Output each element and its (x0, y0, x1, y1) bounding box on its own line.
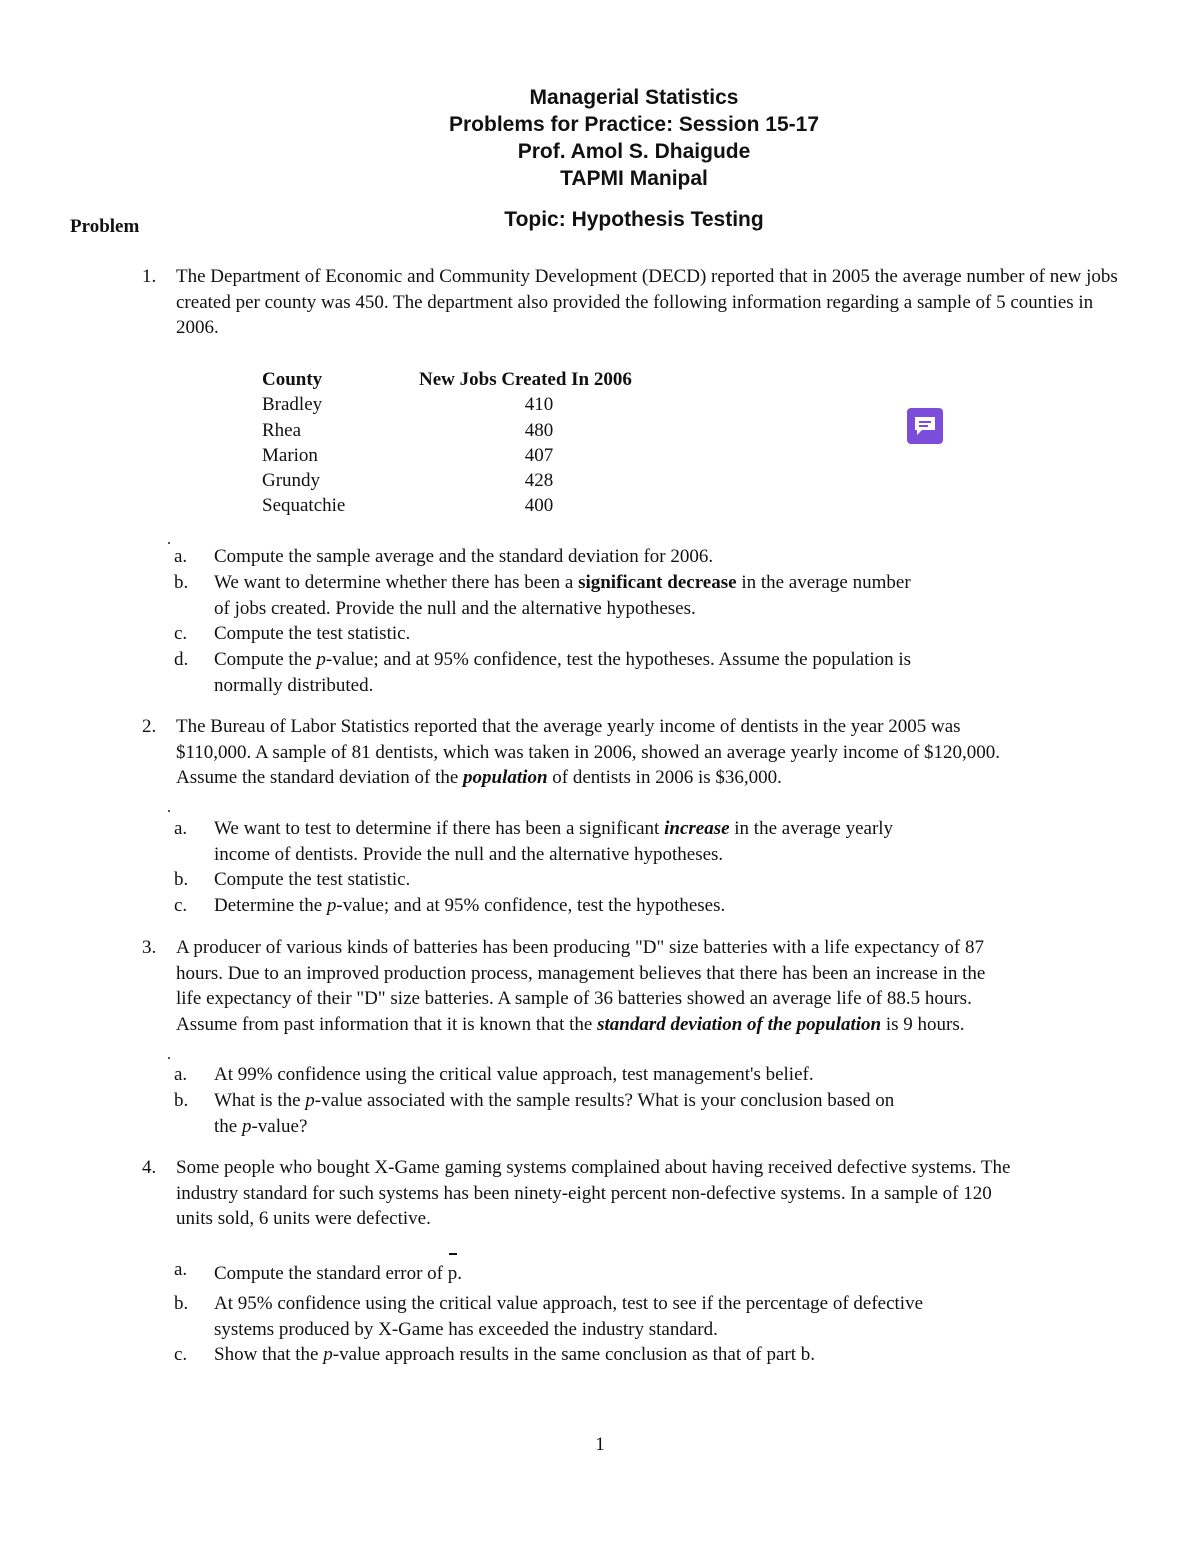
part-text: Show that the (214, 1344, 324, 1365)
comment-icon[interactable] (907, 408, 943, 444)
p-symbol: p (326, 895, 337, 916)
part-text: At 99% confidence using the critical value approach, test management's belief. (214, 1064, 814, 1085)
jobs-cell: 407 (524, 444, 554, 466)
question-line: units sold, 6 units were defective. (176, 1208, 431, 1229)
p-bar-symbol: p (448, 1261, 458, 1287)
question-4 (142, 1155, 1136, 1232)
question-line (176, 1012, 1136, 1038)
question-4-part-b (174, 1291, 1034, 1342)
part-text: Compute the sample average and the standard deviation for 2006. (214, 546, 714, 567)
part-text: Compute the standard error of (214, 1263, 448, 1284)
part-text: in the average yearly (729, 818, 894, 839)
part-text: Compute the test statistic. (214, 623, 411, 644)
question-3-part-a (174, 1062, 1034, 1088)
part-letter: a. (174, 546, 188, 567)
topic-heading: Topic: Hypothesis Testing (504, 208, 764, 231)
question-number: 3. (142, 937, 157, 958)
question-2-part-c (174, 893, 1034, 919)
document-header (0, 84, 1200, 192)
part-text: systems produced by X-Game has exceeded the industry standard. (214, 1318, 718, 1340)
question-1-part-b (174, 570, 1034, 621)
part-text: We want to test to determine if there has been a significant (214, 818, 665, 839)
county-cell: Bradley (262, 394, 323, 416)
question-1-part-c (174, 621, 1034, 647)
part-text: income of dentists. Provide the null and the alternative hypotheses. (214, 843, 724, 865)
question-4-part-c (174, 1342, 1034, 1368)
question-2 (142, 714, 1136, 791)
part-text: Compute the test statistic. (214, 869, 411, 890)
question-text: Assume the standard deviation of the (176, 767, 464, 788)
question-line: Some people who bought X-Game gaming systems complained about having received defective systems. The (176, 1157, 1011, 1178)
part-text: normally distributed. (214, 674, 374, 696)
county-cell: Sequatchie (262, 495, 346, 517)
part-letter: a. (174, 1259, 188, 1280)
p-symbol: p (305, 1090, 315, 1111)
question-text: of dentists in 2006 is $36,000. (547, 767, 782, 788)
part-text: -value approach results in the same conclusion as that of part b. (332, 1344, 815, 1365)
question-text: is 9 hours. (881, 1013, 965, 1035)
part-letter: a. (174, 818, 188, 839)
bullet-dot (168, 1057, 170, 1059)
p-symbol: p (323, 1344, 333, 1365)
comment-glyph (914, 416, 936, 436)
part-letter: b. (174, 572, 189, 593)
part-text: We want to determine whether there has been a (214, 572, 579, 593)
question-1 (142, 264, 1136, 341)
county-cell: Grundy (262, 470, 321, 492)
question-3-part-b (174, 1088, 1034, 1139)
jobs-cell: 400 (524, 495, 554, 517)
part-text: the (214, 1115, 242, 1137)
part-letter: b. (174, 869, 189, 890)
session-title: Problems for Practice: Session 15-17 (449, 113, 819, 136)
part-letter: a. (174, 1064, 188, 1085)
bullet-dot (168, 810, 170, 812)
emphasis-text: standard deviation of the population (597, 1013, 882, 1035)
question-1-part-d (174, 647, 1034, 698)
question-text: The Department of Economic and Community Development (DECD) reported that in 2005 the average number of new jobs created per county was 450. The department also provided the following information regarding a sample of 5 counties in 2006. (176, 266, 1118, 338)
question-2-part-a (174, 816, 1034, 867)
problem-label: Problem (70, 216, 140, 237)
question-line: life expectancy of their "D" size batteries. A sample of 36 batteries showed an average life of 88.5 hours. (176, 988, 972, 1009)
part-letter: d. (174, 649, 189, 670)
question-1-part-a (174, 544, 1034, 570)
question-number: 4. (142, 1157, 157, 1178)
question-4-part-a (174, 1259, 1034, 1287)
county-cell: Rhea (262, 419, 302, 441)
part-letter: c. (174, 623, 188, 644)
column-header-county: County (262, 369, 323, 390)
part-letter: c. (174, 895, 188, 916)
part-letter: c. (174, 1344, 188, 1365)
question-line: industry standard for such systems has been ninety-eight percent non-defective systems. In a sample of 120 (176, 1182, 992, 1204)
question-line: hours. Due to an improved production process, management believes that there has been an increase in the (176, 962, 986, 984)
column-header-new-jobs: New Jobs Created In 2006 (419, 369, 632, 390)
part-letter: b. (174, 1090, 189, 1111)
emphasis-text: increase (664, 818, 730, 839)
question-3 (142, 935, 1136, 1037)
jobs-cell: 480 (524, 419, 554, 441)
part-text: of jobs created. Provide the null and the alternative hypotheses. (214, 597, 696, 619)
part-text: Determine the (214, 895, 327, 916)
page-number: 1 (595, 1434, 605, 1455)
emphasis-text: significant decrease (578, 572, 737, 593)
course-title: Managerial Statistics (529, 86, 739, 109)
part-text: -value; and at 95% confidence, test the hypotheses. (336, 895, 726, 916)
p-symbol: p (316, 649, 326, 670)
question-2-part-b (174, 867, 1034, 893)
part-text: -value associated with the sample results? What is your conclusion based on (314, 1090, 895, 1111)
part-text: . (457, 1263, 462, 1284)
county-cell: Marion (262, 444, 318, 466)
jobs-cell: 428 (524, 470, 554, 492)
emphasis-text: population (463, 767, 548, 788)
p-symbol: p (241, 1115, 252, 1137)
question-text: Assume from past information that it is known that the (176, 1013, 598, 1035)
question-line (176, 765, 1136, 791)
question-line: A producer of various kinds of batteries has been producing "D" size batteries with a life expectancy of 87 (176, 937, 984, 958)
jobs-cell: 410 (524, 394, 554, 416)
professor-name: Prof. Amol S. Dhaigude (517, 140, 751, 163)
question-line: $110,000. A sample of 81 dentists, which was taken in 2006, showed an average yearly income of $120,000. (176, 741, 1001, 763)
question-line: The Bureau of Labor Statistics reported that the average yearly income of dentists in the year 2005 was (176, 716, 961, 737)
part-text: -value? (251, 1115, 308, 1137)
part-letter: b. (174, 1293, 189, 1314)
part-text: Compute the (214, 649, 317, 670)
question-number: 1. (142, 266, 157, 287)
institution-name: TAPMI Manipal (560, 167, 708, 190)
part-text: -value; and at 95% confidence, test the hypotheses. Assume the population is (325, 649, 912, 670)
part-text: What is the (214, 1090, 306, 1111)
part-text: At 95% confidence using the critical value approach, test to see if the percentage of defective (214, 1293, 924, 1314)
bullet-dot (168, 542, 170, 544)
part-text: in the average number (736, 572, 911, 593)
question-number: 2. (142, 716, 157, 737)
